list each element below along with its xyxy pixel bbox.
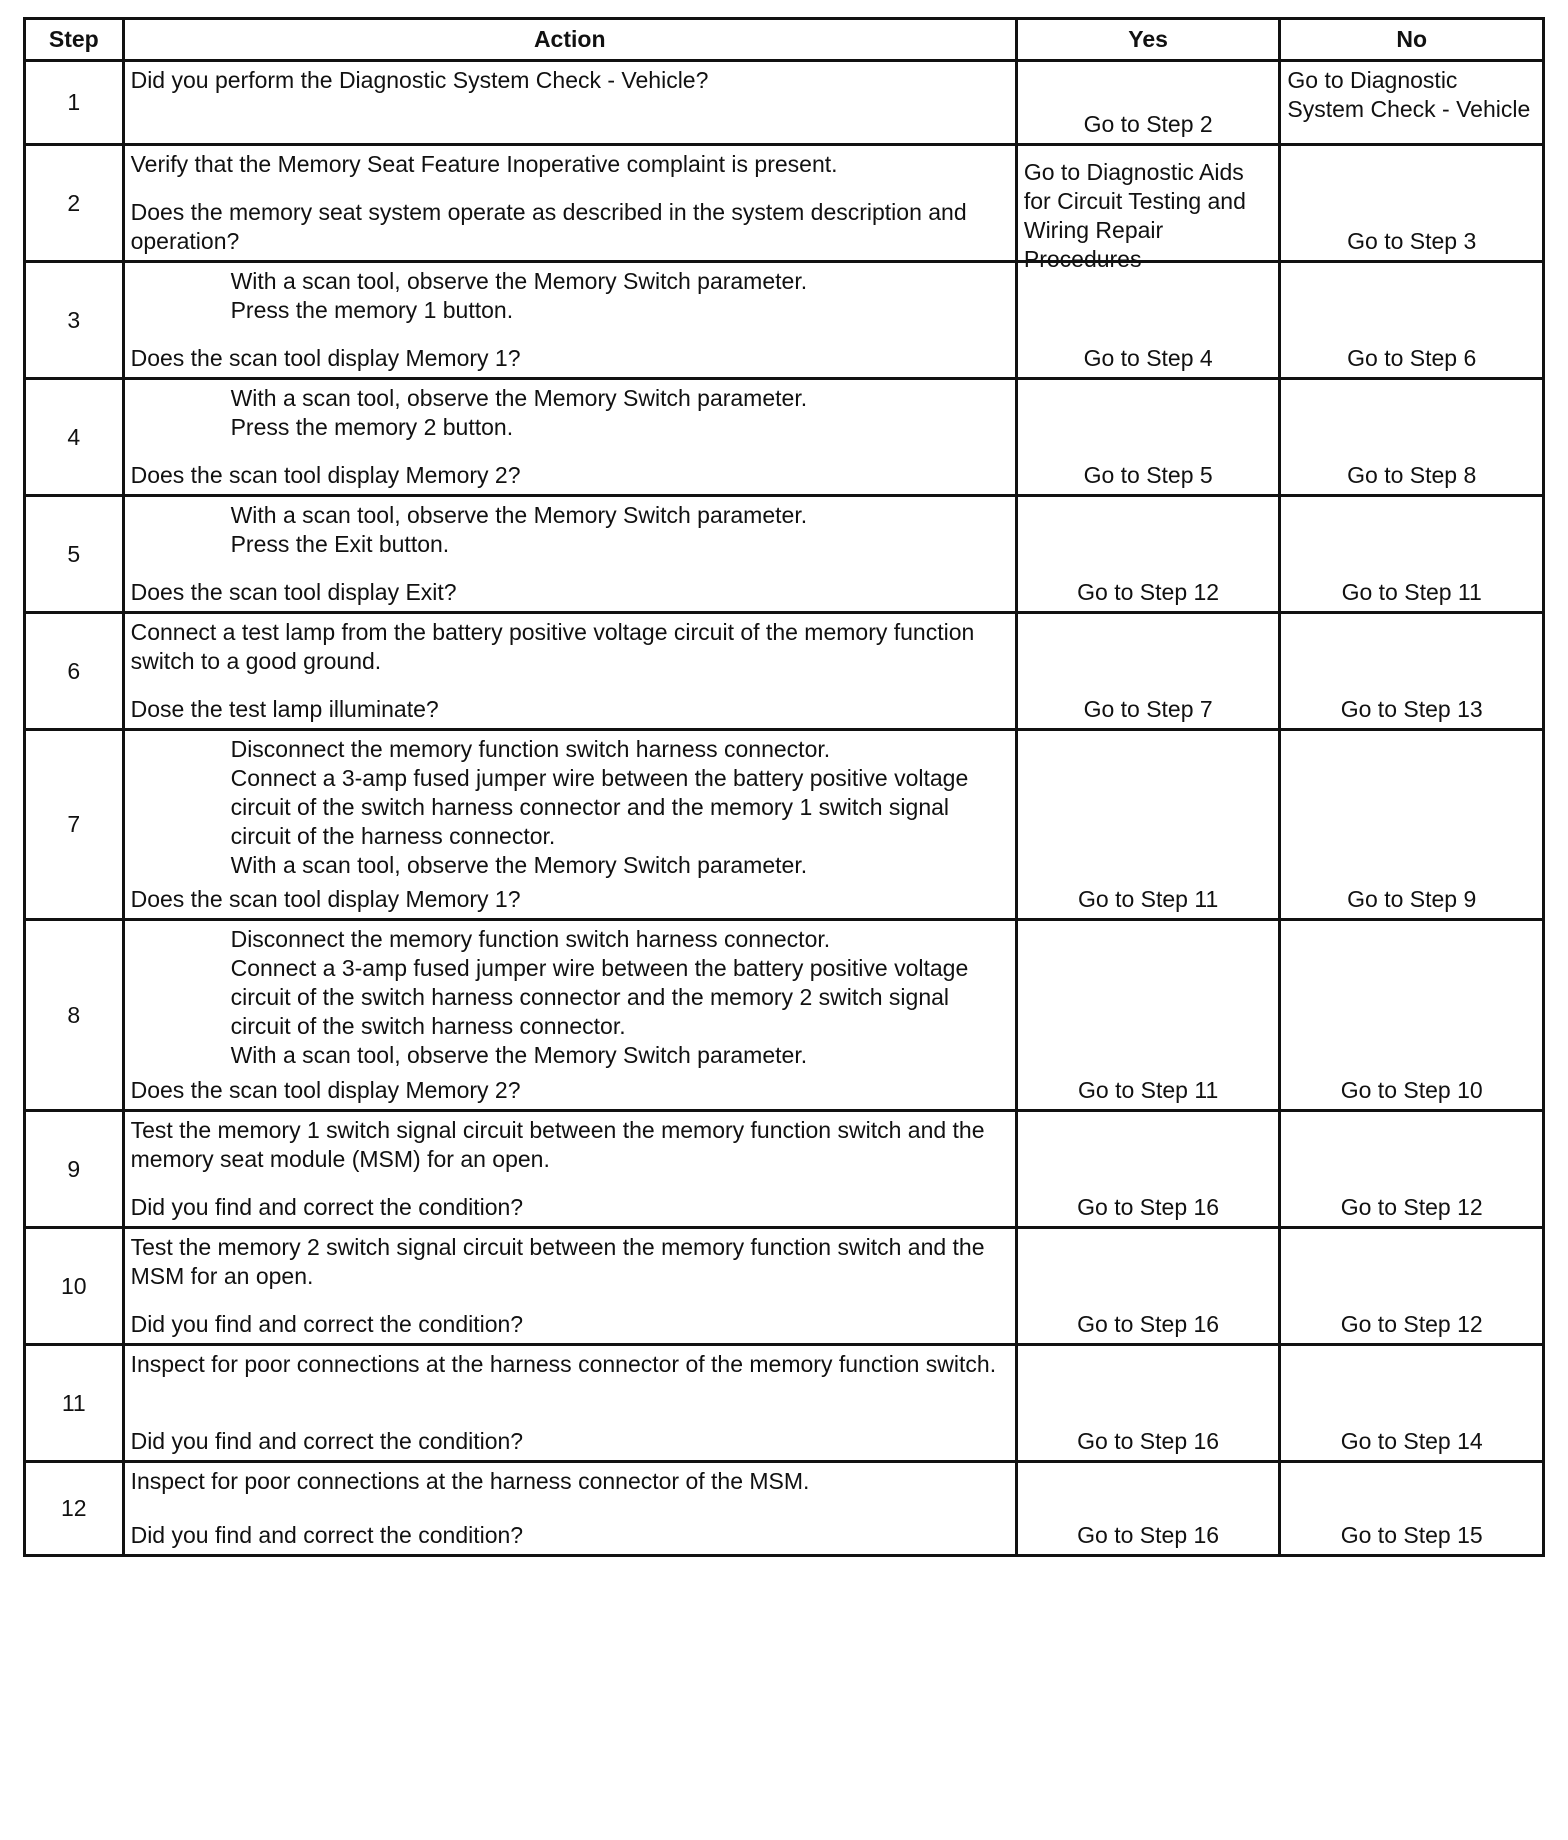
action-instructions: [131, 267, 1005, 325]
action-cell: [123, 379, 1016, 496]
action-text: Inspect for poor connections at the harness connector of the MSM.: [130, 1468, 810, 1494]
step-number: 2: [25, 145, 124, 262]
step-number: 7: [25, 730, 124, 920]
step-number: 1: [25, 61, 124, 145]
action-question: Does the scan tool display Memory 1?: [130, 886, 521, 912]
action-instructions: [131, 1233, 1005, 1291]
table-row: [25, 145, 1544, 262]
no-cell: [1280, 1111, 1544, 1228]
diagnostic-table: [23, 17, 1545, 1557]
action-cell: [123, 1228, 1016, 1345]
yes-cell: [1016, 920, 1280, 1111]
action-cell: [123, 1462, 1016, 1556]
no-cell: [1280, 613, 1544, 730]
step-number: 10: [25, 1228, 124, 1345]
action-list-item: Connect a 3-amp fused jumper wire between the battery positive voltage circuit of the switch harness connector and the memory 1 switch signal circuit of the harness connector.: [230, 765, 969, 849]
action-instructions: [131, 1350, 1005, 1379]
yes-outcome: Go to Step 16: [1077, 1522, 1220, 1548]
yes-outcome: Go to Step 16: [1077, 1428, 1220, 1454]
step-number: 4: [25, 379, 124, 496]
action-instructions: [131, 150, 1005, 179]
action-cell: [123, 145, 1016, 262]
yes-outcome: Go to Step 11: [1078, 1077, 1219, 1103]
action-cell: [123, 496, 1016, 613]
yes-cell: [1016, 613, 1280, 730]
yes-cell: [1016, 262, 1280, 379]
action-cell: [123, 613, 1016, 730]
no-cell: [1280, 1228, 1544, 1345]
yes-cell: [1016, 61, 1280, 145]
yes-outcome: Go to Step 12: [1077, 579, 1220, 605]
action-text: Test the memory 1 switch signal circuit between the memory function switch and the memory seat module (MSM) for an open.: [130, 1117, 985, 1172]
no-outcome: Go to Step 8: [1347, 462, 1477, 488]
action-list: [131, 267, 1005, 325]
yes-outcome: Go to Diagnostic Aids for Circuit Testing and Wiring Repair Procedures: [1023, 159, 1246, 272]
yes-cell: [1016, 145, 1280, 272]
table-row: [25, 496, 1544, 613]
table-row: [25, 920, 1544, 1111]
action-text: Connect a test lamp from the battery positive voltage circuit of the memory function switch to a good ground.: [130, 619, 975, 674]
no-outcome: Go to Step 10: [1340, 1077, 1483, 1103]
action-list-item: With a scan tool, observe the Memory Switch parameter.: [230, 502, 808, 528]
no-outcome: Go to Step 11: [1341, 579, 1482, 605]
yes-cell: [1016, 1345, 1280, 1462]
action-list-item: With a scan tool, observe the Memory Switch parameter.: [230, 1042, 808, 1068]
action-list: [131, 384, 1005, 442]
action-instructions: [131, 384, 1005, 442]
yes-outcome: Go to Step 7: [1083, 696, 1213, 722]
no-cell: [1280, 730, 1544, 920]
action-list-item: Connect a 3-amp fused jumper wire between the battery positive voltage circuit of the switch harness connector and the memory 2 switch signal circuit of the switch harness connector.: [230, 955, 969, 1039]
yes-cell: [1016, 730, 1280, 920]
table-row: [25, 730, 1544, 920]
action-question: Did you find and correct the condition?: [130, 1194, 524, 1220]
table-row: [25, 613, 1544, 730]
header-row: [25, 19, 1544, 61]
action-cell: [123, 262, 1016, 379]
action-cell: [123, 920, 1016, 1111]
action-question: Did you find and correct the condition?: [130, 1522, 524, 1548]
yes-outcome: Go to Step 16: [1077, 1194, 1220, 1220]
action-instructions: [131, 501, 1005, 559]
action-list: [131, 735, 1005, 880]
no-outcome: Go to Step 14: [1340, 1428, 1483, 1454]
no-cell: [1280, 262, 1544, 379]
action-instructions: [131, 618, 1005, 676]
yes-cell: [1016, 1462, 1280, 1556]
action-list: [131, 501, 1005, 559]
no-cell: [1280, 920, 1544, 1111]
no-outcome: Go to Step 3: [1347, 228, 1477, 254]
yes-outcome: Go to Step 11: [1078, 886, 1219, 912]
step-number: 11: [25, 1345, 124, 1462]
action-cell: [123, 730, 1016, 920]
table-row: [25, 1462, 1544, 1556]
yes-outcome: Go to Step 5: [1083, 462, 1213, 488]
action-list-item: Press the memory 1 button.: [230, 297, 514, 323]
action-list-item: With a scan tool, observe the Memory Switch parameter.: [230, 852, 808, 878]
no-cell: [1280, 379, 1544, 496]
action-question: Does the scan tool display Memory 2?: [130, 462, 521, 488]
action-text: Test the memory 2 switch signal circuit between the memory function switch and the MSM for an open.: [130, 1234, 985, 1289]
no-outcome: Go to Step 12: [1340, 1194, 1483, 1220]
action-cell: [123, 61, 1016, 145]
no-outcome: Go to Step 12: [1340, 1311, 1483, 1337]
action-instructions: [131, 735, 1005, 880]
step-number: 6: [25, 613, 124, 730]
action-question: Does the scan tool display Exit?: [130, 579, 457, 605]
action-list-item: Press the memory 2 button.: [230, 414, 514, 440]
action-list-item: With a scan tool, observe the Memory Switch parameter.: [230, 385, 808, 411]
action-list-item: Disconnect the memory function switch harness connector.: [230, 736, 831, 762]
yes-outcome: Go to Step 2: [1083, 111, 1213, 137]
action-cell: [123, 1111, 1016, 1228]
table-row: [25, 262, 1544, 379]
no-outcome: Go to Step 13: [1340, 696, 1483, 722]
table-row: [25, 379, 1544, 496]
step-number: 5: [25, 496, 124, 613]
action-question: Dose the test lamp illuminate?: [130, 696, 439, 722]
yes-outcome: Go to Step 4: [1083, 345, 1213, 371]
table-row: [25, 1228, 1544, 1345]
no-cell: [1280, 1462, 1544, 1556]
action-question: Does the scan tool display Memory 2?: [130, 1077, 521, 1103]
no-outcome: Go to Step 15: [1340, 1522, 1483, 1548]
table-row: [25, 1111, 1544, 1228]
action-instructions: [131, 1116, 1005, 1174]
header-no: No: [1280, 19, 1544, 61]
action-text: Did you perform the Diagnostic System Check - Vehicle?: [130, 67, 709, 93]
no-outcome: Go to Step 9: [1347, 886, 1477, 912]
action-instructions: [131, 66, 1005, 95]
yes-cell: [1016, 1228, 1280, 1345]
action-list: [131, 925, 1005, 1070]
action-question: Does the scan tool display Memory 1?: [130, 345, 521, 371]
step-number: 3: [25, 262, 124, 379]
step-number: 12: [25, 1462, 124, 1556]
action-question: Does the memory seat system operate as described in the system description and operation?: [130, 199, 967, 254]
yes-cell: [1016, 1111, 1280, 1228]
action-instructions: [131, 1467, 1005, 1496]
table-row: [25, 1345, 1544, 1462]
yes-cell: [1016, 496, 1280, 613]
header-action: Action: [123, 19, 1016, 61]
yes-outcome: Go to Step 16: [1077, 1311, 1220, 1337]
action-cell: [123, 1345, 1016, 1462]
table-row: [25, 61, 1544, 145]
yes-cell: [1016, 379, 1280, 496]
no-cell: [1280, 61, 1544, 145]
table-body: [25, 61, 1544, 1556]
no-outcome: Go to Step 6: [1347, 345, 1477, 371]
action-list-item: With a scan tool, observe the Memory Switch parameter.: [230, 268, 808, 294]
step-number: 9: [25, 1111, 124, 1228]
action-question: Did you find and correct the condition?: [130, 1428, 524, 1454]
no-cell: [1280, 1345, 1544, 1462]
action-instructions: [131, 925, 1005, 1070]
action-list-item: Press the Exit button.: [230, 531, 450, 557]
action-question: Did you find and correct the condition?: [130, 1311, 524, 1337]
action-text: Verify that the Memory Seat Feature Inoperative complaint is present.: [130, 151, 838, 177]
header-yes: Yes: [1016, 19, 1280, 61]
no-outcome: Go to Diagnostic System Check - Vehicle: [1287, 67, 1531, 122]
step-number: 8: [25, 920, 124, 1111]
action-list-item: Disconnect the memory function switch harness connector.: [230, 926, 831, 952]
action-text: Inspect for poor connections at the harness connector of the memory function switch.: [130, 1351, 997, 1377]
header-step: Step: [25, 19, 124, 61]
no-cell: [1280, 145, 1544, 262]
no-cell: [1280, 496, 1544, 613]
